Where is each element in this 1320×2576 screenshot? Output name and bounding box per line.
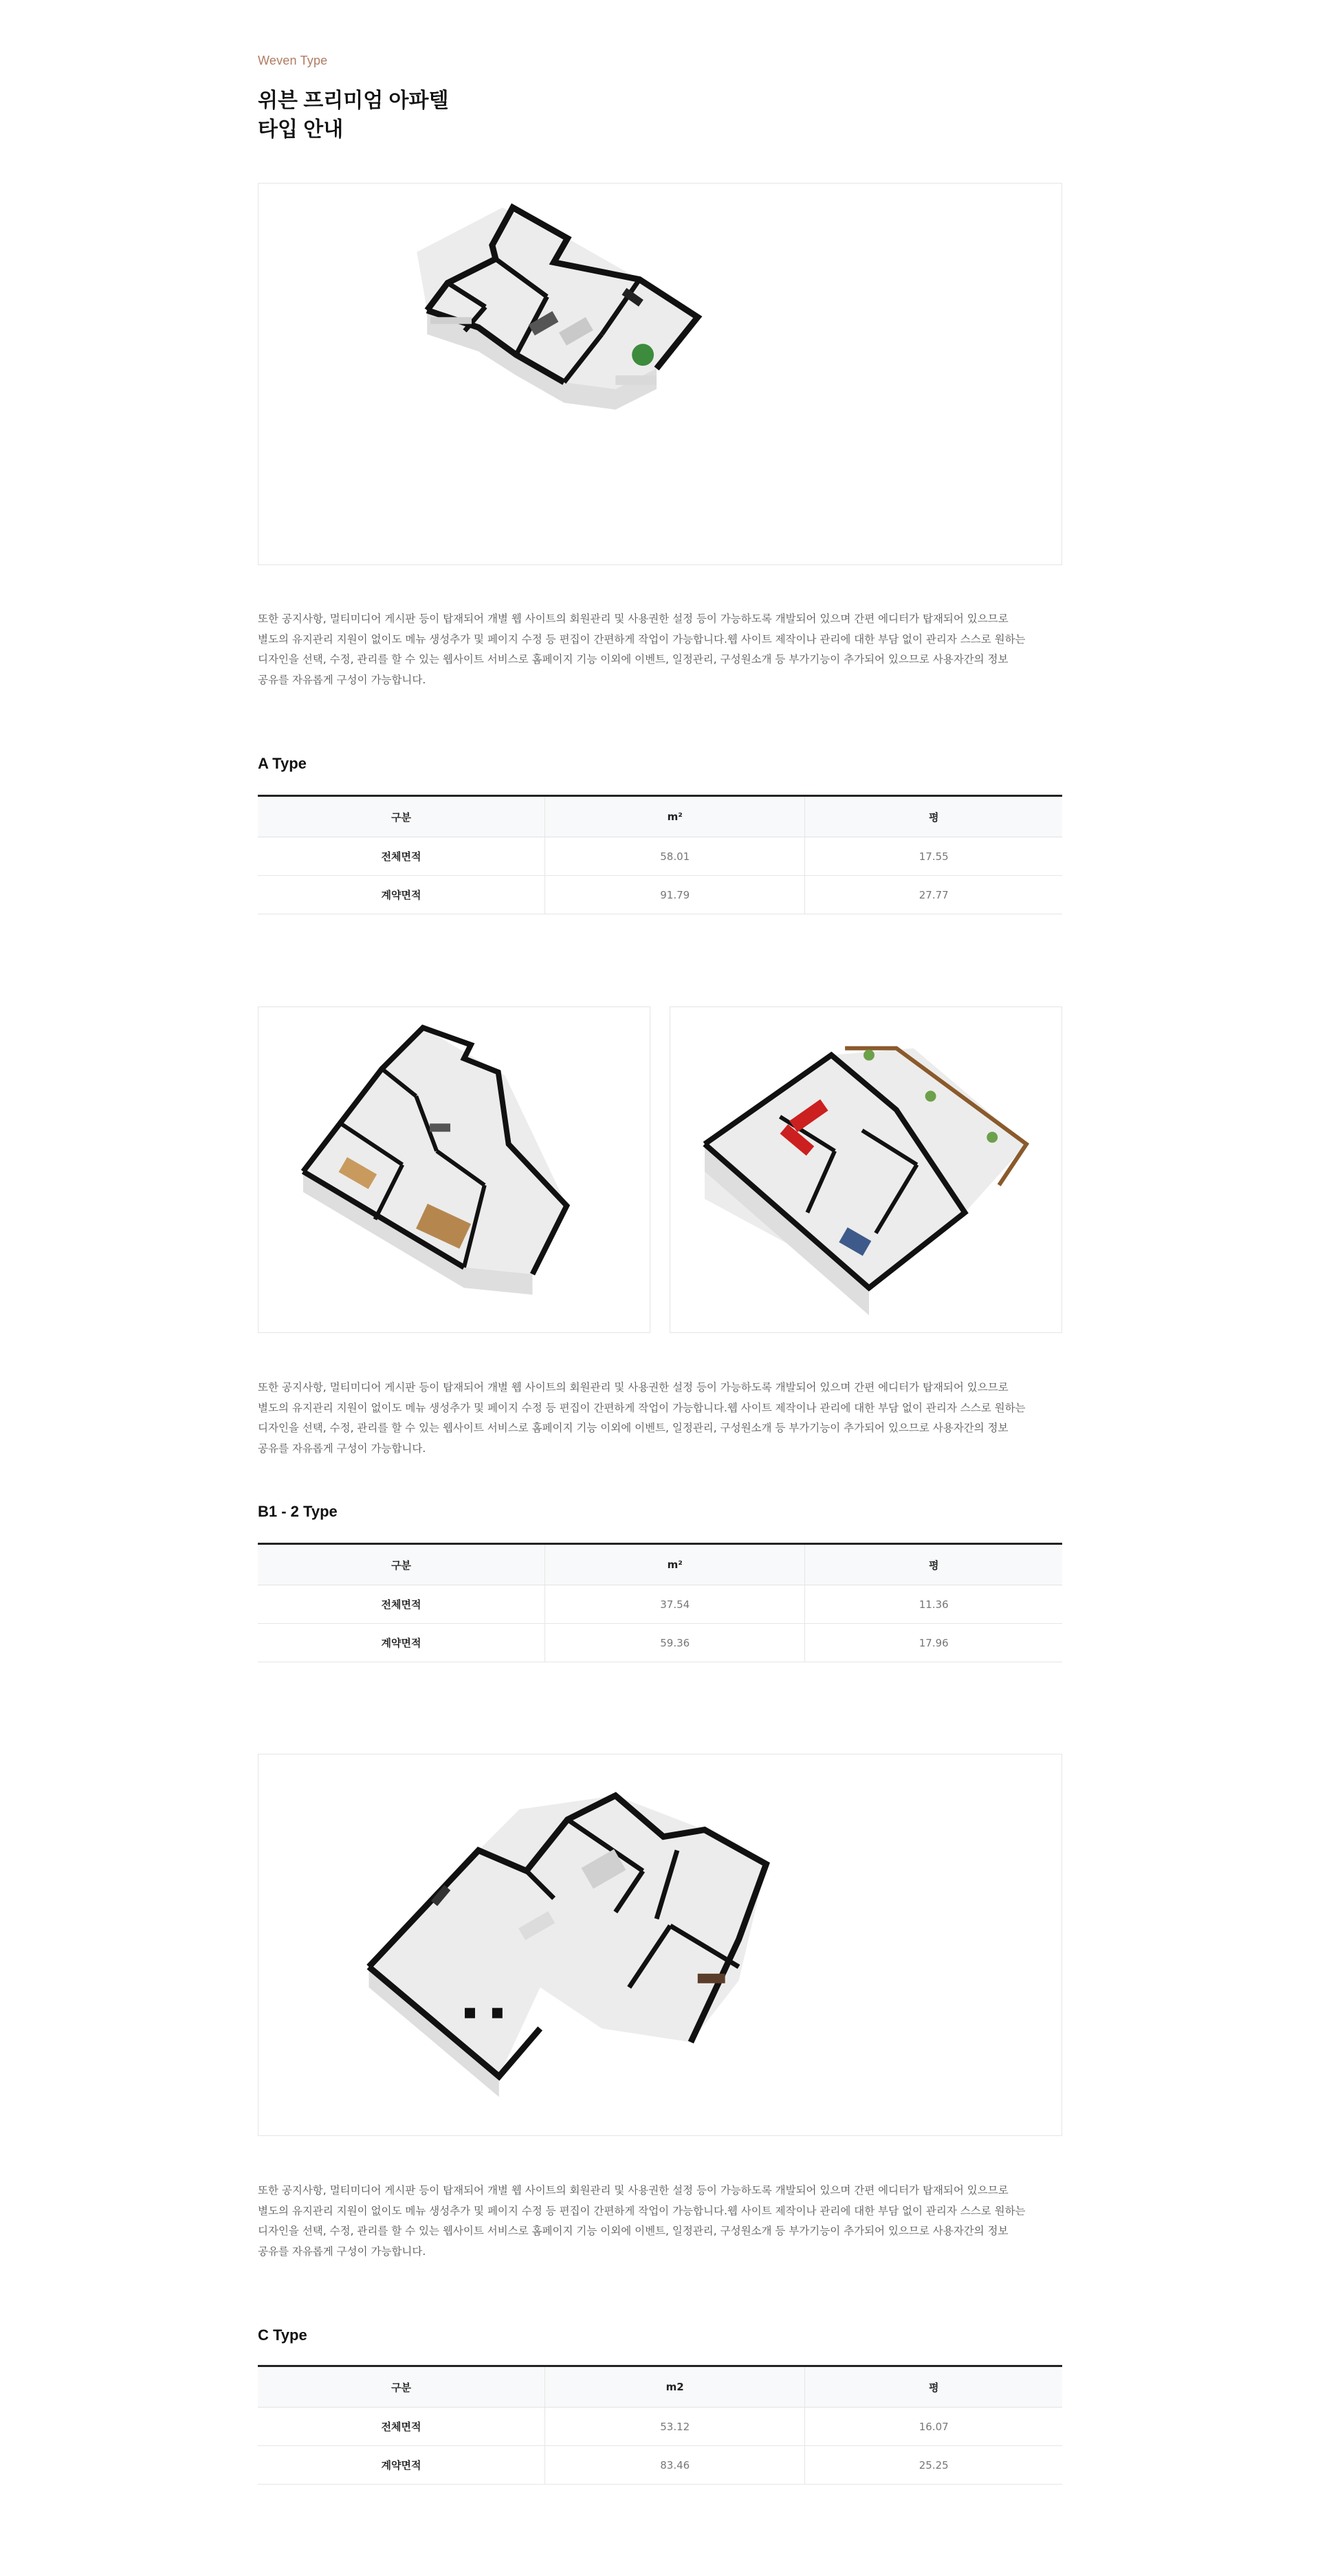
description-c-line-1: 또한 공지사항, 멀티미디어 게시판 등이 탑재되어 개별 웹 사이트의 회원관리 및 사용권한 설정 등이 가능하도록 개발되어 있으며 간편 에디터가 탑재되어 있으므로 [258,2184,1009,2197]
description-b-line-2: 별도의 유지관리 지원이 없이도 메뉴 생성추가 및 페이지 수정 등 편집이 간편하게 작업이 가능합니다.웹 사이트 제작이나 관리에 대한 부담 없이 관리자 스스로 원하는 [258,1401,1026,1414]
table-row [258,1585,1062,1624]
row-label: 전체면적 [258,2408,544,2446]
row-pyeong-value: 25.25 [805,2446,1062,2485]
description-a-line-3: 디자인을 선택, 수정, 관리를 할 수 있는 웹사이트 서비스로 홈페이지 기능 이외에 이벤트, 일정관리, 구성원소개 등 부가기능이 추가되어 있으므로 사용자간의 정보 [258,653,1009,665]
description-c-line-2: 별도의 유지관리 지원이 없이도 메뉴 생성추가 및 페이지 수정 등 편집이 간편하게 작업이 가능합니다.웹 사이트 제작이나 관리에 대한 부담 없이 관리자 스스로 원하는 [258,2204,1026,2217]
table-row [258,1624,1062,1662]
floor-plan-a-drawing [258,184,1062,564]
type-a-table [258,795,1062,914]
table-row [258,2446,1062,2485]
row-m2-value: 37.54 [544,1585,804,1624]
row-m2-value: 91.79 [544,876,804,914]
table-header-row [258,2366,1062,2408]
table-header-row [258,1544,1062,1585]
description-c [258,2181,1062,2262]
floor-plan-c-image [258,1754,1062,2136]
type-b-title: B1 - 2 Type [258,1503,338,1520]
row-pyeong-value: 11.36 [805,1585,1062,1624]
row-label: 계약면적 [258,1624,544,1662]
row-m2-value: 58.01 [544,837,804,876]
column-header-category: 구분 [258,2366,544,2408]
table-row [258,876,1062,914]
floor-plan-c-drawing [258,1754,1062,2135]
row-m2-value: 53.12 [544,2408,804,2446]
description-a [258,609,1062,690]
type-a-title: A Type [258,755,307,772]
type-b-table [258,1543,1062,1662]
row-pyeong-value: 17.55 [805,837,1062,876]
column-header-category: 구분 [258,1544,544,1585]
description-b [258,1378,1062,1459]
column-header-m2: m² [544,796,804,837]
column-header-pyeong: 평 [805,796,1062,837]
floor-plan-b2-drawing [670,1007,1062,1332]
floor-plan-b1-image [258,1006,650,1333]
type-c-title: C Type [258,2326,307,2344]
row-label: 계약면적 [258,876,544,914]
row-label: 전체면적 [258,1585,544,1624]
row-pyeong-value: 16.07 [805,2408,1062,2446]
row-m2-value: 83.46 [544,2446,804,2485]
floor-plan-b2-image [670,1006,1062,1333]
description-a-line-1: 또한 공지사항, 멀티미디어 게시판 등이 탑재되어 개별 웹 사이트의 회원관리 및 사용권한 설정 등이 가능하도록 개발되어 있으며 간편 에디터가 탑재되어 있으므로 [258,613,1009,625]
description-b-line-3: 디자인을 선택, 수정, 관리를 할 수 있는 웹사이트 서비스로 홈페이지 기능 이외에 이벤트, 일정관리, 구성원소개 등 부가기능이 추가되어 있으므로 사용자간의 정보 [258,1422,1009,1434]
column-header-pyeong: 평 [805,2366,1062,2408]
page-title-line-1: 위븐 프리미엄 아파텔 [258,89,449,112]
row-label: 계약면적 [258,2446,544,2485]
description-a-line-2: 별도의 유지관리 지원이 없이도 메뉴 생성추가 및 페이지 수정 등 편집이 간편하게 작업이 가능합니다.웹 사이트 제작이나 관리에 대한 부담 없이 관리자 스스로 원하는 [258,632,1026,646]
description-b-line-1: 또한 공지사항, 멀티미디어 게시판 등이 탑재되어 개별 웹 사이트의 회원관리 및 사용권한 설정 등이 가능하도록 개발되어 있으며 간편 에디터가 탑재되어 있으므로 [258,1381,1009,1394]
row-pyeong-value: 27.77 [805,876,1062,914]
type-c-table [258,2365,1062,2485]
description-c-line-4: 공유를 자유롭게 구성이 가능합니다. [258,2245,426,2258]
floor-plan-a-image [258,183,1062,565]
floor-plan-b1-drawing [258,1007,650,1332]
row-m2-value: 59.36 [544,1624,804,1662]
column-header-category: 구분 [258,796,544,837]
column-header-pyeong: 평 [805,1544,1062,1585]
page-title [258,87,449,144]
column-header-m2: m² [544,1544,804,1585]
column-header-m2: m2 [544,2366,804,2408]
table-header-row [258,796,1062,837]
row-label: 전체면적 [258,837,544,876]
description-b-line-4: 공유를 자유롭게 구성이 가능합니다. [258,1442,426,1455]
page-title-line-2: 타입 안내 [258,118,344,141]
eyebrow-label: Weven Type [258,54,328,67]
table-row [258,2408,1062,2446]
row-pyeong-value: 17.96 [805,1624,1062,1662]
description-c-line-3: 디자인을 선택, 수정, 관리를 할 수 있는 웹사이트 서비스로 홈페이지 기능 이외에 이벤트, 일정관리, 구성원소개 등 부가기능이 추가되어 있으므로 사용자간의 정보 [258,2225,1009,2237]
description-a-line-4: 공유를 자유롭게 구성이 가능합니다. [258,673,426,686]
table-row [258,837,1062,876]
